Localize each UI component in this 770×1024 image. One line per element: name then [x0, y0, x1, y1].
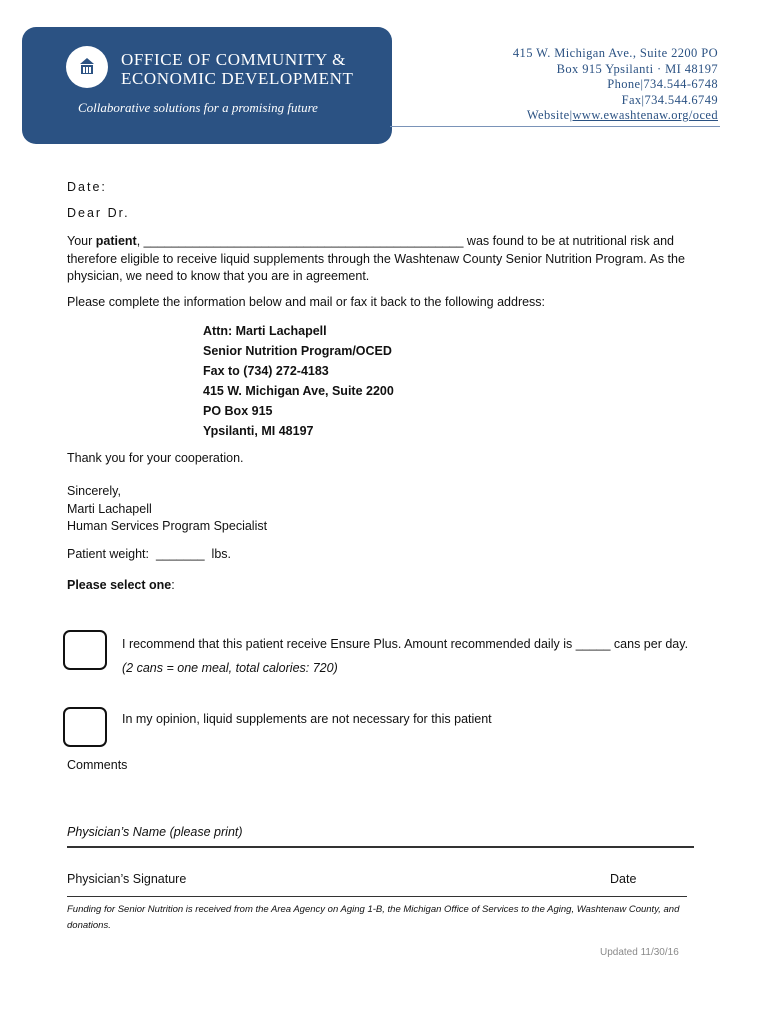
- intro-text-rest: , ______________________________________________ was found to be at nutritional risk and therefore eligible to receive liquid supplements through the Washtenaw County Senior Nutrition Program. As the physician, we need to know that you are in agreement.: [67, 234, 685, 283]
- address-line1: 415 W. Michigan Ave., Suite 2200 PO: [512, 46, 718, 60]
- not-necessary-checkbox[interactable]: [63, 707, 107, 747]
- website-label: Website|: [526, 108, 573, 123]
- intro-paragraph: [67, 233, 707, 286]
- thanks-text: Thank you for your cooperation.: [67, 451, 244, 465]
- address-line2: Box 915 Ypsilanti · MI 48197: [556, 61, 718, 76]
- fax-line: Fax to (734) 272-4183: [203, 364, 329, 378]
- signature-block: [67, 483, 267, 536]
- fax-number: Fax|734.544.6749: [621, 92, 718, 107]
- instructions-text: Please complete the information below and mail or fax it back to the following address:: [67, 295, 546, 309]
- select-prompt: [67, 578, 175, 592]
- signer-title: Human Services Program Specialist: [67, 519, 268, 533]
- website-line: [513, 108, 718, 124]
- mailing-address-block: [203, 321, 394, 441]
- seal-building-icon: [79, 57, 95, 77]
- org-tagline: Collaborative solutions for a promising future: [78, 100, 318, 115]
- option-not-necessary-text: In my opinion, liquid supplements are not necessary for this patient: [122, 712, 492, 726]
- physician-name-label: Physician’s Name (please print): [67, 825, 243, 839]
- header-divider: [390, 126, 720, 127]
- physician-name-line[interactable]: [67, 846, 694, 848]
- phone-number: Phone|734.544-6748: [607, 77, 718, 92]
- comments-label: Comments: [67, 758, 128, 772]
- contact-block: [513, 46, 718, 124]
- option-ensure-plus-note: (2 cans = one meal, total calories: 720): [122, 661, 338, 675]
- option-ensure-plus-text: I recommend that this patient receive Ensure Plus. Amount recommended daily is _____ cans per day.: [122, 637, 689, 651]
- updated-date: Updated 11/30/16: [600, 947, 679, 958]
- date-label: Date:: [67, 180, 107, 194]
- funding-note: Funding for Senior Nutrition is received from the Area Agency on Aging 1-B, the Michigan Office of Services to the Aging, Washtenaw County, and donations.: [67, 904, 680, 931]
- org-name-line1: OFFICE OF COMMUNITY &: [121, 50, 346, 69]
- closing-text: Sincerely,: [67, 484, 121, 498]
- org-name-line2: ECONOMIC DEVELOPMENT: [121, 69, 354, 88]
- signature-date-label: Date: [610, 872, 637, 886]
- intro-patient-word: patient: [95, 234, 137, 248]
- salutation: Dear Dr.: [67, 206, 130, 220]
- attn-line: Attn: Marti Lachapell: [203, 324, 327, 338]
- intro-text-start: Your: [67, 234, 96, 248]
- program-line: Senior Nutrition Program/OCED: [203, 344, 392, 358]
- po-box-line: PO Box 915: [203, 404, 273, 418]
- select-prompt-bold: Please select one: [67, 578, 172, 592]
- physician-signature-line[interactable]: [67, 896, 687, 897]
- website-link[interactable]: www.ewashtenaw.org/oced: [572, 108, 718, 123]
- street-line: 415 W. Michigan Ave, Suite 2200: [203, 384, 394, 398]
- ensure-plus-checkbox[interactable]: [63, 630, 107, 670]
- city-line: Ypsilanti, MI 48197: [203, 424, 314, 438]
- physician-signature-label: Physician’s Signature: [67, 872, 187, 886]
- select-prompt-colon: :: [171, 578, 175, 592]
- patient-weight-field[interactable]: Patient weight: _______ lbs.: [67, 547, 232, 561]
- signer-name: Marti Lachapell: [67, 501, 152, 516]
